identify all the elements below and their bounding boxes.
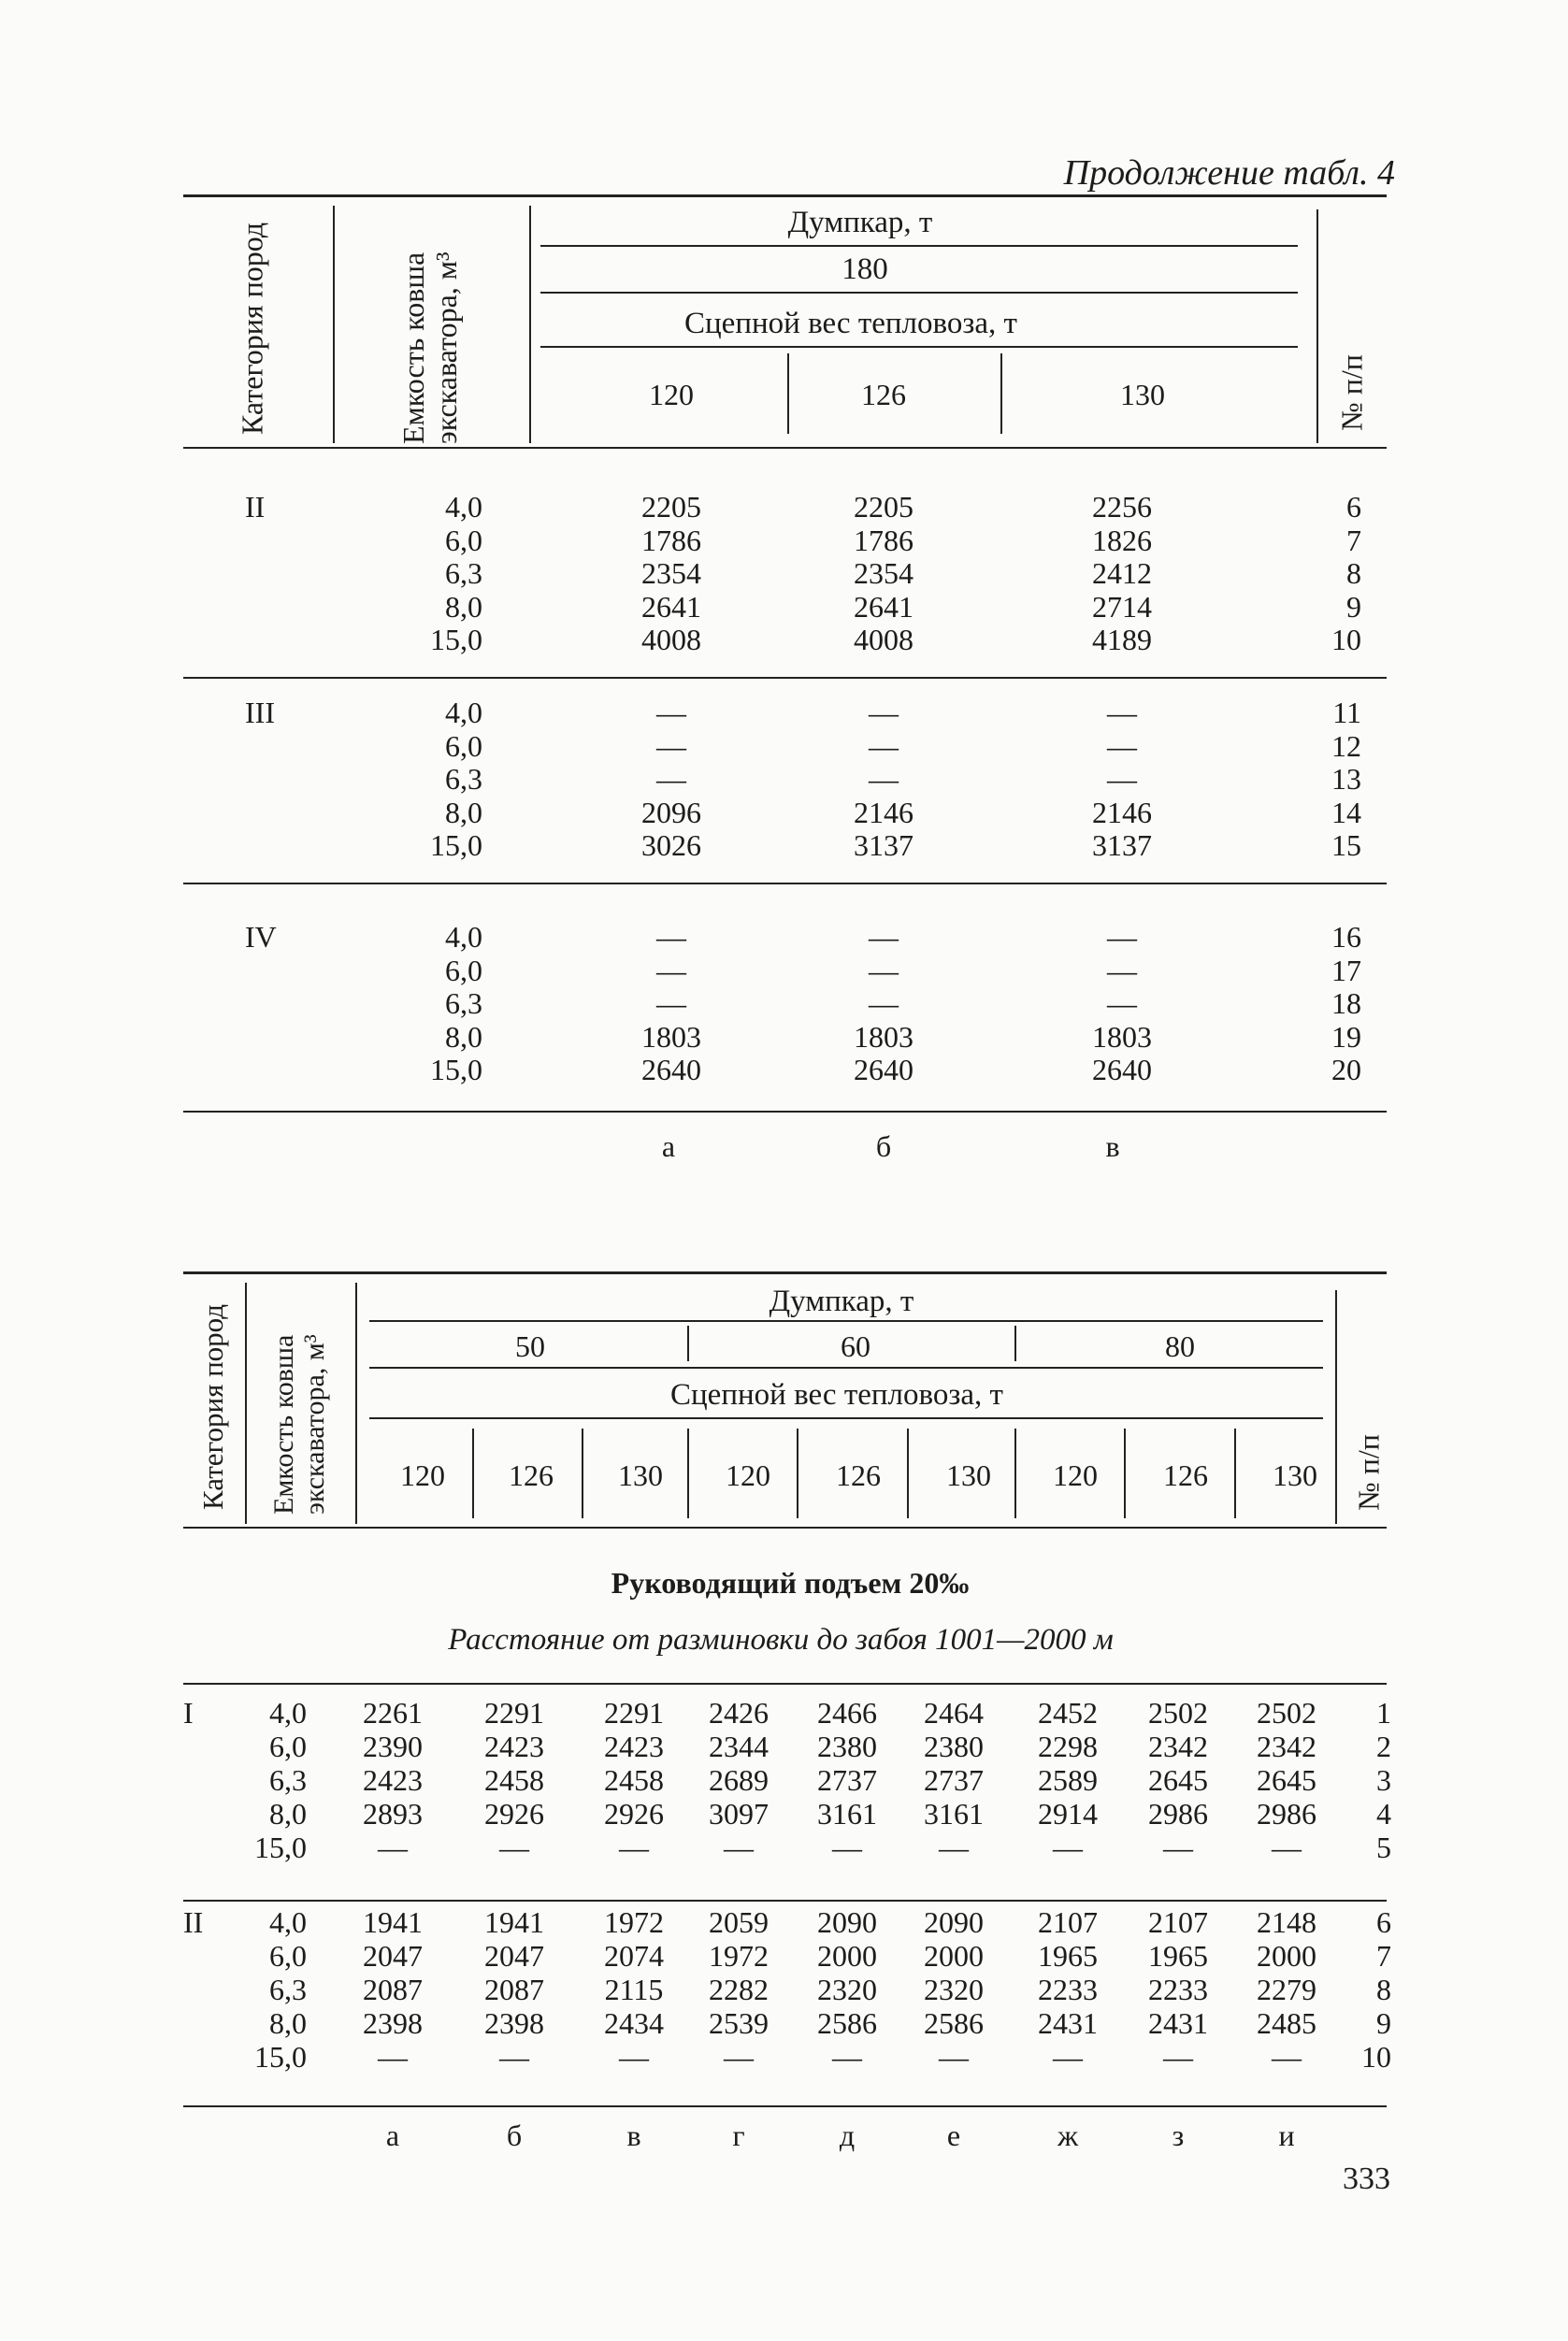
t2-subcol-separator	[472, 1429, 474, 1518]
t2-col-letter: в	[626, 2118, 641, 2152]
t2-value-cell: —	[939, 2040, 969, 2074]
t2-value-cell: 2485	[1257, 2006, 1316, 2040]
t1-value-cell: 1826	[1092, 523, 1152, 557]
t2-subcol-header: 120	[400, 1458, 445, 1492]
t2-subcol-header: 126	[1163, 1458, 1208, 1492]
t2-body-top-rule	[183, 1683, 1387, 1685]
t2-vsep-cap1	[687, 1326, 689, 1361]
t2-value-cell: 2320	[817, 1973, 877, 2006]
t2-bottom-rule	[183, 2105, 1387, 2107]
t2-capacity-cell: 8,0	[269, 1797, 307, 1831]
t2-col-letter: г	[732, 2118, 745, 2152]
t2-group-rule	[183, 1900, 1387, 1902]
t1-value-cell: 2146	[854, 795, 913, 829]
t2-value-cell: 2000	[924, 1939, 984, 1973]
t2-value-cell: 1941	[363, 1905, 423, 1939]
t1-capacity-cell: 4,0	[445, 490, 482, 524]
t2-value-cell: 2502	[1257, 1696, 1316, 1730]
t2-row-number: 2	[1376, 1730, 1391, 1763]
t1-value-cell: 2640	[641, 1053, 701, 1086]
t2-value-cell: 2298	[1038, 1730, 1098, 1763]
t2-capacity-cell: 6,0	[269, 1730, 307, 1763]
t1-bucket-header: Емкость ковша экскаватора, м³	[396, 251, 463, 444]
t2-capacity-cell: 15,0	[254, 2040, 307, 2074]
t1-value-cell: 2412	[1092, 556, 1152, 590]
t2-value-cell: 2423	[484, 1730, 544, 1763]
t2-value-cell: 2589	[1038, 1763, 1098, 1797]
t2-subcol-separator	[687, 1429, 689, 1518]
t1-capacity-cell: 4,0	[445, 920, 482, 954]
t2-value-cell: —	[619, 2040, 649, 2074]
t2-value-cell: 1941	[484, 1905, 544, 1939]
t2-value-cell: —	[499, 2040, 529, 2074]
t1-value-cell: 2640	[854, 1053, 913, 1086]
t1-value-cell: 3026	[641, 828, 701, 862]
t2-value-cell: 2233	[1038, 1973, 1098, 2006]
t2-capacity-cell: 6,3	[269, 1763, 307, 1797]
t1-row-number: 12	[1331, 728, 1361, 763]
t1-capacity-cell: 8,0	[445, 795, 482, 829]
t2-value-cell: 2586	[817, 2006, 877, 2040]
t1-subcol-3: 130	[1120, 378, 1165, 411]
t1-group-rule-1	[183, 677, 1387, 679]
t2-value-cell: 2645	[1257, 1763, 1316, 1797]
t1-value-cell: 1803	[854, 1019, 913, 1054]
t2-value-cell: 3161	[817, 1797, 877, 1831]
t1-value-cell: 2205	[641, 490, 701, 524]
t2-subcol-separator	[1124, 1429, 1126, 1518]
t2-value-cell: 2426	[709, 1696, 769, 1730]
t2-capacity-cell: 4,0	[269, 1905, 307, 1939]
t2-rule-caps	[369, 1367, 1323, 1369]
t1-vsep-1	[333, 206, 335, 443]
t1-category-label: II	[245, 490, 266, 524]
t2-subcol-header: 130	[1273, 1458, 1317, 1492]
t2-category-label: I	[183, 1696, 194, 1730]
t2-value-cell: 2291	[604, 1696, 664, 1730]
t2-value-cell: 2059	[709, 1905, 769, 1939]
t2-value-cell: 2380	[817, 1730, 877, 1763]
t1-dumpcar-label: Думпкар, т	[787, 206, 933, 239]
t1-capacity-cell: 15,0	[430, 1053, 482, 1086]
t2-row-number: 7	[1376, 1939, 1391, 1973]
t1-capacity-cell: 15,0	[430, 828, 482, 862]
t2-value-cell: 2000	[817, 1939, 877, 1973]
t1-capacity-cell: 15,0	[430, 623, 482, 656]
t1-vsep-sub1	[787, 353, 789, 434]
t1-value-cell: —	[656, 696, 686, 729]
t2-subcol-header: 120	[726, 1458, 770, 1492]
t1-row-number: 19	[1331, 1019, 1361, 1054]
t2-value-cell: —	[619, 1831, 649, 1864]
t1-value-cell: —	[656, 920, 686, 954]
t2-value-cell: 3161	[924, 1797, 984, 1831]
t2-value-cell: 2689	[709, 1763, 769, 1797]
t2-dumpcar-cap-1: 50	[515, 1329, 545, 1363]
t2-row-number: 6	[1376, 1905, 1391, 1939]
t2-subcol-header: 130	[618, 1458, 663, 1492]
t2-value-cell: 1965	[1038, 1939, 1098, 1973]
t1-rowno-header: № п/п	[1334, 354, 1369, 431]
t2-value-cell: 2344	[709, 1730, 769, 1763]
t2-value-cell: 2279	[1257, 1973, 1316, 2006]
t2-value-cell: 2737	[817, 1763, 877, 1797]
t2-value-cell: 2452	[1038, 1696, 1098, 1730]
t1-value-cell: 2256	[1092, 490, 1152, 524]
t1-row-number: 16	[1331, 920, 1361, 954]
t1-row-number: 13	[1331, 762, 1361, 796]
t2-value-cell: 2342	[1257, 1730, 1316, 1763]
t1-value-cell: —	[869, 762, 899, 796]
t1-category-label: IV	[245, 920, 277, 954]
t1-value-cell: 2714	[1092, 589, 1152, 624]
t2-capacity-cell: 15,0	[254, 1831, 307, 1864]
t1-value-cell: 2096	[641, 795, 701, 829]
t1-subcol-1: 120	[649, 378, 694, 411]
t1-group-rule-2	[183, 883, 1387, 884]
t1-value-cell: —	[1107, 920, 1137, 954]
t2-value-cell: —	[1272, 2040, 1302, 2074]
t1-value-cell: —	[656, 953, 686, 987]
t2-col-letter: а	[385, 2118, 400, 2152]
t2-value-cell: 2087	[484, 1973, 544, 2006]
t1-value-cell: 2205	[854, 490, 913, 524]
t1-capacity-cell: 4,0	[445, 696, 482, 729]
t2-capacity-cell: 8,0	[269, 2006, 307, 2040]
t1-loco-header: Сцепной вес тепловоза, т	[684, 307, 1017, 340]
t1-bottom-rule	[183, 1111, 1387, 1113]
t2-value-cell: —	[378, 1831, 408, 1864]
t1-rule-cap	[540, 292, 1298, 294]
t2-col-letter: и	[1278, 2118, 1295, 2152]
t2-capacity-cell: 6,3	[269, 1973, 307, 2006]
t1-value-cell: —	[656, 986, 686, 1020]
t1-row-number: 8	[1346, 556, 1361, 590]
t2-value-cell: —	[499, 1831, 529, 1864]
t1-value-cell: 4008	[641, 623, 701, 656]
t2-value-cell: 2090	[924, 1905, 984, 1939]
t2-value-cell: —	[1163, 1831, 1193, 1864]
t2-value-cell: —	[1272, 1831, 1302, 1864]
t2-loco-header: Сцепной вес тепловоза, т	[670, 1378, 1003, 1412]
t2-value-cell: 2320	[924, 1973, 984, 2006]
t1-value-cell: —	[869, 986, 899, 1020]
t1-value-cell: —	[869, 920, 899, 954]
t1-value-cell: 4008	[854, 623, 913, 656]
t2-value-cell: 2464	[924, 1696, 984, 1730]
t2-value-cell: —	[378, 2040, 408, 2074]
t2-value-cell: 2502	[1148, 1696, 1208, 1730]
t2-rule-dumpcar	[369, 1320, 1323, 1322]
t2-dumpcar-cap-3: 80	[1165, 1329, 1195, 1363]
t1-value-cell: —	[656, 728, 686, 763]
t2-value-cell: 2233	[1148, 1973, 1208, 2006]
t2-value-cell: 2458	[484, 1763, 544, 1797]
t1-rule-dumpcar	[540, 245, 1298, 247]
t1-vsep-sub2	[1000, 353, 1002, 434]
t2-bucket-header: Емкость ковша экскаватора, м³	[268, 1334, 330, 1515]
t1-value-cell: 1786	[641, 523, 701, 557]
t2-row-number: 4	[1376, 1797, 1391, 1831]
t2-value-cell: 2645	[1148, 1763, 1208, 1797]
t1-value-cell: —	[869, 953, 899, 987]
t2-value-cell: 2914	[1038, 1797, 1098, 1831]
t1-value-cell: 1786	[854, 523, 913, 557]
t2-value-cell: 2586	[924, 2006, 984, 2040]
t1-row-number: 18	[1331, 986, 1361, 1020]
t2-row-number: 5	[1376, 1831, 1391, 1864]
t2-value-cell: 2926	[484, 1797, 544, 1831]
t1-capacity-cell: 6,0	[445, 523, 482, 557]
t1-row-number: 15	[1331, 828, 1361, 862]
t2-value-cell: 2087	[363, 1973, 423, 2006]
t1-row-number: 14	[1331, 795, 1361, 829]
t1-vsep-2	[529, 206, 531, 443]
t2-value-cell: 2986	[1148, 1797, 1208, 1831]
t2-col-letter: б	[506, 2118, 523, 2152]
t2-value-cell: 2282	[709, 1973, 769, 2006]
t2-value-cell: 2737	[924, 1763, 984, 1797]
t2-rowno-header: № п/п	[1351, 1434, 1386, 1511]
t2-value-cell: 3097	[709, 1797, 769, 1831]
t2-value-cell: —	[1053, 1831, 1083, 1864]
t2-value-cell: 2107	[1038, 1905, 1098, 1939]
t1-row-number: 9	[1346, 589, 1361, 624]
t2-col-letter: з	[1172, 2118, 1185, 2152]
t2-value-cell: 2090	[817, 1905, 877, 1939]
t2-subtitle: Расстояние от разминовки до забоя 1001—2000 м	[448, 1623, 1114, 1657]
t1-subcol-2: 126	[861, 378, 906, 411]
t1-value-cell: 1803	[641, 1019, 701, 1054]
t1-value-cell: 4189	[1092, 623, 1152, 656]
t2-value-cell: 2893	[363, 1797, 423, 1831]
t2-value-cell: 2115	[604, 1973, 664, 2006]
t2-category-label: II	[183, 1905, 204, 1939]
t1-value-cell: —	[869, 696, 899, 729]
t1-value-cell: 2641	[854, 589, 913, 624]
t1-capacity-cell: 6,3	[445, 762, 482, 796]
t2-col-letter: д	[839, 2118, 856, 2152]
t2-value-cell: 2390	[363, 1730, 423, 1763]
t1-value-cell: 2354	[641, 556, 701, 590]
t2-value-cell: 1972	[709, 1939, 769, 1973]
t2-dumpcar-header: Думпкар, т	[769, 1285, 914, 1318]
t2-value-cell: 2434	[604, 2006, 664, 2040]
t1-row-number: 17	[1331, 953, 1361, 987]
t2-value-cell: 2431	[1148, 2006, 1208, 2040]
t2-vsep-2	[355, 1283, 357, 1524]
t1-capacity-cell: 6,3	[445, 556, 482, 590]
t2-subcol-separator	[582, 1429, 583, 1518]
t1-top-rule	[183, 194, 1387, 197]
t2-value-cell: 2047	[363, 1939, 423, 1973]
t2-value-cell: 2000	[1257, 1939, 1316, 1973]
t1-value-cell: —	[1107, 728, 1137, 763]
t2-row-number: 10	[1361, 2040, 1391, 2074]
t2-vsep-cap2	[1014, 1326, 1016, 1361]
t2-subcol-header: 130	[946, 1458, 991, 1492]
t2-vsep-3	[1335, 1290, 1337, 1524]
t1-value-cell: 3137	[854, 828, 913, 862]
t2-top-rule	[183, 1271, 1387, 1274]
t2-rule-loco	[369, 1417, 1323, 1419]
t2-category-header: Категория пород	[195, 1303, 229, 1510]
t2-subcol-separator	[907, 1429, 909, 1518]
t2-value-cell: 2148	[1257, 1905, 1316, 1939]
t1-header-bottom-rule	[183, 447, 1387, 449]
t1-value-cell: 2641	[641, 589, 701, 624]
t2-capacity-cell: 4,0	[269, 1696, 307, 1730]
t2-value-cell: 2107	[1148, 1905, 1208, 1939]
t2-col-letter: ж	[1057, 2118, 1079, 2152]
t2-value-cell: 2458	[604, 1763, 664, 1797]
t2-value-cell: 2986	[1257, 1797, 1316, 1831]
t2-dumpcar-cap-2: 60	[841, 1329, 870, 1363]
t2-subcol-header: 120	[1053, 1458, 1098, 1492]
t1-rule-loco	[540, 346, 1298, 348]
t2-value-cell: 2926	[604, 1797, 664, 1831]
t1-value-cell: —	[656, 762, 686, 796]
t2-value-cell: 2074	[604, 1939, 664, 1973]
t2-row-number: 1	[1376, 1696, 1391, 1730]
t1-category-label: III	[245, 696, 275, 729]
t2-value-cell: 2261	[363, 1696, 423, 1730]
t1-dumpcar-cap: 180	[842, 252, 888, 286]
t2-subcol-separator	[1234, 1429, 1236, 1518]
t2-value-cell: —	[1163, 2040, 1193, 2074]
t2-value-cell: 2291	[484, 1696, 544, 1730]
t2-value-cell: 2380	[924, 1730, 984, 1763]
t1-row-number: 20	[1331, 1053, 1361, 1086]
t1-row-number: 7	[1346, 523, 1361, 557]
t2-value-cell: 2398	[363, 2006, 423, 2040]
t1-category-header: Категория пород	[235, 222, 269, 435]
t1-dumpcar-header	[788, 206, 933, 240]
t1-capacity-cell: 8,0	[445, 1019, 482, 1054]
t1-capacity-cell: 8,0	[445, 589, 482, 624]
t2-value-cell: 2466	[817, 1696, 877, 1730]
t2-value-cell: 1972	[604, 1905, 664, 1939]
t2-value-cell: —	[724, 2040, 754, 2074]
t1-value-cell: —	[1107, 986, 1137, 1020]
t1-col-letter-b: б	[875, 1129, 892, 1163]
t2-capacity-cell: 6,0	[269, 1939, 307, 1973]
t1-col-letter-c: в	[1105, 1129, 1120, 1163]
t2-value-cell: —	[1053, 2040, 1083, 2074]
t1-value-cell: 3137	[1092, 828, 1152, 862]
t2-value-cell: —	[832, 2040, 862, 2074]
t2-value-cell: —	[832, 1831, 862, 1864]
t1-value-cell: —	[1107, 762, 1137, 796]
t2-subcol-separator	[1014, 1429, 1016, 1518]
t1-value-cell: 2146	[1092, 795, 1152, 829]
t2-value-cell: 2047	[484, 1939, 544, 1973]
t1-capacity-cell: 6,0	[445, 953, 482, 987]
t1-vsep-3	[1316, 209, 1318, 443]
t1-capacity-cell: 6,3	[445, 986, 482, 1020]
t2-value-cell: 2398	[484, 2006, 544, 2040]
t2-header-bottom-rule	[183, 1527, 1387, 1529]
t2-value-cell: 2539	[709, 2006, 769, 2040]
t1-row-number: 10	[1331, 623, 1361, 656]
t2-col-letter: е	[946, 2118, 961, 2152]
t2-value-cell: —	[939, 1831, 969, 1864]
t1-capacity-cell: 6,0	[445, 728, 482, 763]
t1-col-letter-a: а	[661, 1129, 676, 1163]
t1-row-number: 11	[1332, 696, 1361, 729]
t2-subcol-header: 126	[509, 1458, 554, 1492]
continuation-caption: Продолжение табл. 4	[1063, 153, 1395, 193]
t1-value-cell: 2640	[1092, 1053, 1152, 1086]
t1-value-cell: —	[1107, 953, 1137, 987]
t1-value-cell: —	[869, 728, 899, 763]
t2-title: Руководящий подъем 20‰	[611, 1566, 970, 1600]
t2-row-number: 3	[1376, 1763, 1391, 1797]
t2-subcol-header: 126	[836, 1458, 881, 1492]
t1-value-cell: —	[1107, 696, 1137, 729]
t1-value-cell: 1803	[1092, 1019, 1152, 1054]
t2-row-number: 9	[1376, 2006, 1391, 2040]
t2-value-cell: —	[724, 1831, 754, 1864]
t2-row-number: 8	[1376, 1973, 1391, 2006]
t2-value-cell: 2342	[1148, 1730, 1208, 1763]
page-number: 333	[1343, 2161, 1390, 2196]
t2-value-cell: 2431	[1038, 2006, 1098, 2040]
t2-value-cell: 2423	[363, 1763, 423, 1797]
t2-vsep-1	[245, 1283, 247, 1524]
t2-value-cell: 1965	[1148, 1939, 1208, 1973]
t2-value-cell: 2423	[604, 1730, 664, 1763]
t1-value-cell: 2354	[854, 556, 913, 590]
t1-row-number: 6	[1346, 490, 1361, 524]
t2-subcol-separator	[797, 1429, 798, 1518]
